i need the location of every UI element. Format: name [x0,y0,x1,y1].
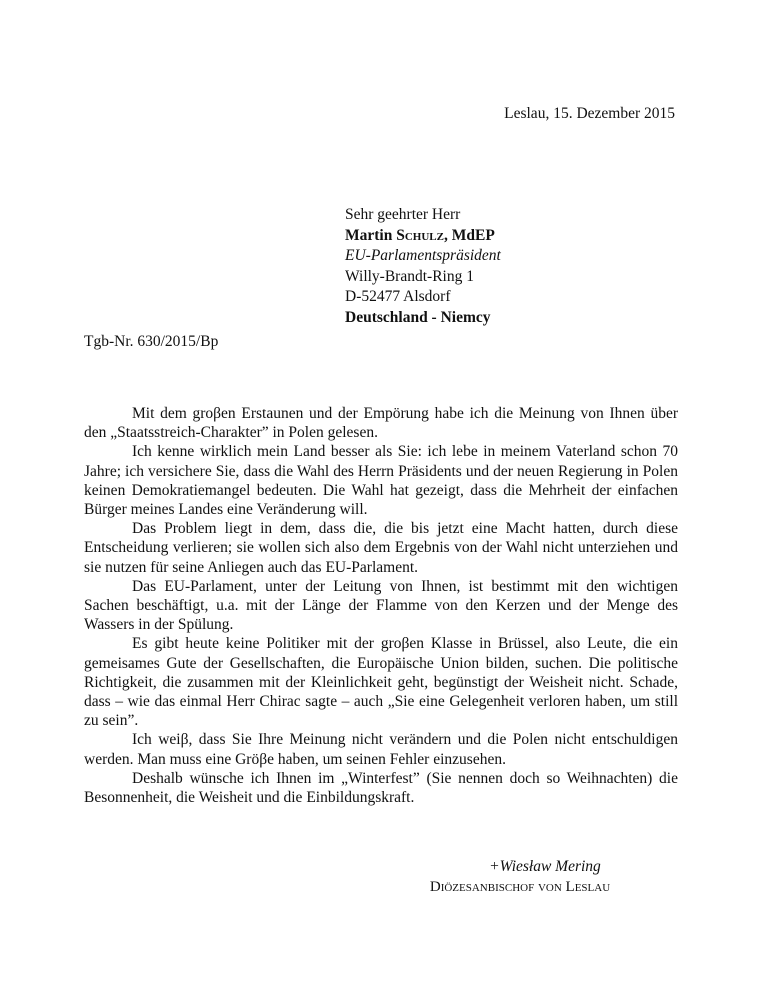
recipient-street: Willy-Brandt-Ring 1 [345,267,474,285]
recipient-title: EU-Parlamentspräsident [345,247,501,264]
recipient-name-suffix: , MdEP [443,226,495,244]
reference-number: Tgb-Nr. 630/2015/Bp [84,333,219,350]
salutation-line: Sehr geehrter Herr [345,206,461,223]
body-paragraph: Es gibt heute keine Politiker mit der groβen Klasse in Brüssel, also Leute, die ein gemeisames Gute der Gesellschaften, die Europäische Union bilden, suchen. Die politische Richtigkeit, die zusammen mit der Kleinlichkeit geht, begünstigt der Weisheit nicht. Schade, dass – wie das einmal Herr Chirac sagte – auch „Sie eine Gelegenheit verloren haben, um still zu sein”. [84,635,678,730]
body-paragraph: Das EU-Parlament, unter der Leitung von Ihnen, ist bestimmt mit den wichtigen Sachen beschäftigt, u.a. mit der Länge der Flamme von den Kerzen und der Menge des Wassers in der Spülung. [84,577,678,634]
body-paragraph: Deshalb wünsche ich Ihnen im „Winterfest” (Sie nennen doch so Weihnachten) die Besonnenheit, die Weisheit und die Einbildungskraft. [84,769,678,807]
signature-title: Diözesanbischof von Leslau [429,879,611,895]
body-paragraph: Das Problem liegt in dem, dass die, die bis jetzt eine Macht hatten, durch diese Entscheidung verlieren; sie wollen sich also dem Ergebnis von der Wahl nicht unterziehen und sie nutzen für seine Anliegen auch das EU-Parlament. [84,520,678,576]
body-paragraph: Mit dem groβen Erstaunen und der Empörung habe ich die Meinung von Ihnen über den „Staatsstreich-Charakter” in Polen gelesen. [84,405,678,442]
recipient-city: D-52477 Alsdorf [345,288,451,305]
recipient-last-name: Schulz [396,226,444,244]
recipient-first-name: Martin [345,226,397,244]
recipient-address [345,205,501,328]
letter-body [84,404,678,807]
body-paragraph: Ich kenne wirklich mein Land besser als Sie: ich lebe in meinem Vaterland schon 70 Jahre; ich versichere Sie, dass die Wahl des Herrn Präsidents und der neuen Regierung in Polen keinen Demokratiemangel bedeuten. Die Wahl hat gezeigt, dass die Mehrheit der einfachen Bürger meines Landes eine Veränderung will. [84,443,678,519]
signature-block [400,856,640,898]
signature-name: +Wiesław Mering [489,858,601,875]
recipient-name [345,226,501,247]
place-date: Leslau, 15. Dezember 2015 [504,105,675,122]
body-paragraph: Ich weiβ, dass Sie Ihre Meinung nicht verändern und die Polen nicht entschuldigen werden. Man muss eine Gröβe haben, um seinen Fehler einzusehen. [84,731,678,768]
recipient-country: Deutschland - Niemcy [345,308,491,326]
